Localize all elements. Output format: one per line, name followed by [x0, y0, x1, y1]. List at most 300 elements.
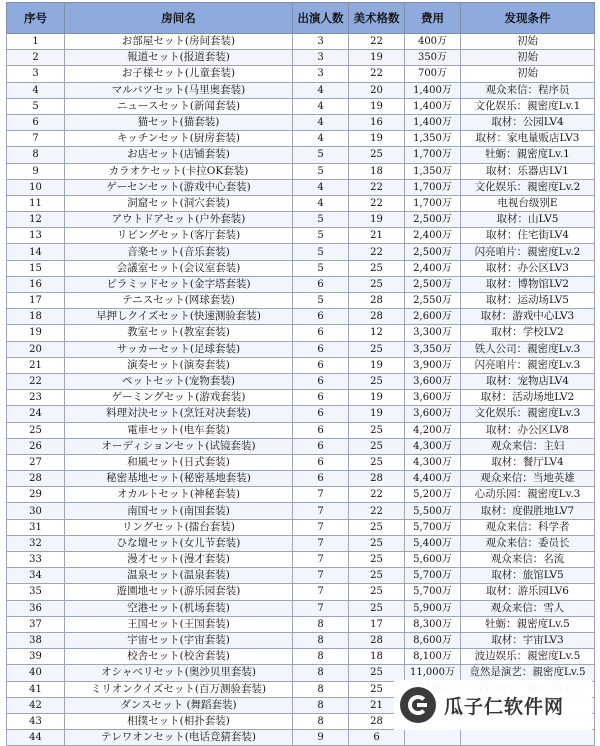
cell-unlock-condition: 取材：旅馆LV5 [461, 568, 595, 584]
cell-index: 38 [7, 632, 65, 648]
cell-cost: 350万 [405, 50, 461, 66]
table-row [7, 632, 595, 648]
cell-cost: 2,500万 [405, 276, 461, 292]
cell-cast-count: 3 [293, 66, 349, 82]
cell-cast-count: 5 [293, 163, 349, 179]
cell-unlock-condition: 电视台级别E [461, 195, 595, 211]
cell-cost: 5,700万 [405, 584, 461, 600]
cell-cost: 5,200万 [405, 487, 461, 503]
table-row [7, 584, 595, 600]
cell-cost: 4,300万 [405, 454, 461, 470]
cell-index: 14 [7, 244, 65, 260]
cell-room-name: お店セット(店铺套装) [65, 147, 293, 163]
table-row [7, 487, 595, 503]
cell-unlock-condition: 取材：住宅街LV4 [461, 228, 595, 244]
cell-unlock-condition: 初始 [461, 66, 595, 82]
cell-cost: 2,550万 [405, 293, 461, 309]
cell-cost: 5,400万 [405, 535, 461, 551]
cell-room-name: テレワオンセット(电话竞猜套装) [65, 730, 293, 746]
cell-room-name: 教室セット(教室套装) [65, 325, 293, 341]
table-row [7, 616, 595, 632]
table-row [7, 179, 595, 195]
table-row [7, 390, 595, 406]
cell-unlock-condition: 取材：宠物店LV4 [461, 373, 595, 389]
cell-index: 21 [7, 357, 65, 373]
cell-art-slots: 22 [349, 503, 405, 519]
watermark [394, 680, 592, 730]
cell-cast-count: 6 [293, 438, 349, 454]
cell-index: 33 [7, 552, 65, 568]
cell-room-name: マルバツセット(马里奥套装) [65, 82, 293, 98]
cell-room-name: オシャベリセット(奥沙贝里套装) [65, 665, 293, 681]
cell-art-slots: 25 [349, 260, 405, 276]
cell-cast-count: 6 [293, 406, 349, 422]
cell-room-name: 秘密基地セット(秘密基地套装) [65, 471, 293, 487]
cell-room-name: 料理対決セット(烹饪对决套装) [65, 406, 293, 422]
cell-cost: 1,350万 [405, 131, 461, 147]
cell-cast-count: 6 [293, 373, 349, 389]
cell-art-slots: 19 [349, 98, 405, 114]
table-row [7, 357, 595, 373]
cell-index: 34 [7, 568, 65, 584]
cell-index: 8 [7, 147, 65, 163]
table-row [7, 114, 595, 130]
cell-cost: 3,300万 [405, 325, 461, 341]
table-row [7, 730, 595, 746]
table-row [7, 260, 595, 276]
table-row [7, 454, 595, 470]
cell-cast-count: 6 [293, 454, 349, 470]
cell-art-slots: 25 [349, 600, 405, 616]
table-row [7, 293, 595, 309]
cell-room-name: 校舎セット(校舍套装) [65, 649, 293, 665]
cell-room-name: ゲーセンセット(游戏中心套装) [65, 179, 293, 195]
cell-room-name: ゲーミングセット(游戏套装) [65, 390, 293, 406]
cell-cost: 1,400万 [405, 82, 461, 98]
table-row [7, 600, 595, 616]
cell-cost: 1,700万 [405, 195, 461, 211]
cell-index: 2 [7, 50, 65, 66]
cell-art-slots: 22 [349, 179, 405, 195]
cell-index: 24 [7, 406, 65, 422]
table-row [7, 131, 595, 147]
cell-unlock-condition: 取材：运动场LV5 [461, 293, 595, 309]
cell-unlock-condition: 波边娱乐：親密度Lv.5 [461, 649, 595, 665]
cell-room-name: 温泉セット(温泉套装) [65, 568, 293, 584]
cell-art-slots: 25 [349, 681, 405, 697]
cell-cost: 8,100万 [405, 649, 461, 665]
cell-cost: 3,600万 [405, 373, 461, 389]
cell-cast-count: 8 [293, 616, 349, 632]
cell-index: 44 [7, 730, 65, 746]
cell-unlock-condition: 取材：家电量贩店LV3 [461, 131, 595, 147]
table-row [7, 309, 595, 325]
cell-index: 13 [7, 228, 65, 244]
cell-unlock-condition: 取材：学校LV2 [461, 325, 595, 341]
room-table [6, 2, 595, 746]
cell-art-slots: 25 [349, 665, 405, 681]
table-row [7, 649, 595, 665]
table-row [7, 552, 595, 568]
cell-art-slots: 25 [349, 438, 405, 454]
cell-index: 17 [7, 293, 65, 309]
cell-index: 3 [7, 66, 65, 82]
cell-cost: 11,000万 [405, 665, 461, 681]
cell-room-name: 漫才セット(漫才套装) [65, 552, 293, 568]
cell-room-name: リビングセット(客厅套装) [65, 228, 293, 244]
cell-index: 11 [7, 195, 65, 211]
cell-cast-count: 5 [293, 228, 349, 244]
cell-room-name: お部屋セット(房间套装) [65, 34, 293, 50]
table-row [7, 66, 595, 82]
cell-index: 15 [7, 260, 65, 276]
cell-art-slots: 28 [349, 632, 405, 648]
cell-cost: 5,700万 [405, 568, 461, 584]
cell-cost: 8,600万 [405, 632, 461, 648]
cell-unlock-condition: 取材：游戏中心LV3 [461, 309, 595, 325]
cell-room-name: 宇宙セット(宇宙套装) [65, 632, 293, 648]
cell-unlock-condition: 文化娱乐：親密度Lv.2 [461, 179, 595, 195]
cell-cost: 700万 [405, 66, 461, 82]
cell-unlock-condition: 观众来信：委员长 [461, 535, 595, 551]
table-row [7, 98, 595, 114]
cell-index: 22 [7, 373, 65, 389]
cell-art-slots: 25 [349, 422, 405, 438]
cell-unlock-condition: 观众来信：科学者 [461, 519, 595, 535]
cell-index: 29 [7, 487, 65, 503]
room-table-container [6, 2, 594, 746]
cell-unlock-condition: 观众来信：当地英雄 [461, 471, 595, 487]
cell-unlock-condition: 取材：办公区LV8 [461, 422, 595, 438]
cell-cast-count: 9 [293, 730, 349, 746]
cell-cast-count: 4 [293, 98, 349, 114]
cell-index: 43 [7, 713, 65, 729]
header-art-slots: 美术格数 [349, 3, 405, 34]
cell-cost: 2,500万 [405, 212, 461, 228]
cell-room-name: 猫セット(猫套装) [65, 114, 293, 130]
cell-cost: 1,700万 [405, 147, 461, 163]
cell-cast-count: 7 [293, 487, 349, 503]
cell-art-slots: 25 [349, 373, 405, 389]
header-cast-count: 出演人数 [293, 3, 349, 34]
cell-art-slots: 25 [349, 454, 405, 470]
cell-index: 28 [7, 471, 65, 487]
table-header-row [7, 3, 595, 34]
cell-cost: 4,400万 [405, 471, 461, 487]
cell-cast-count: 4 [293, 179, 349, 195]
cell-art-slots: 22 [349, 34, 405, 50]
cell-art-slots: 21 [349, 697, 405, 713]
cell-room-name: 和風セット(日式套装) [65, 454, 293, 470]
cell-cast-count: 6 [293, 341, 349, 357]
cell-cast-count: 5 [293, 260, 349, 276]
cell-room-name: ニュースセット(新闻套装) [65, 98, 293, 114]
cell-unlock-condition: 取材：山LV5 [461, 212, 595, 228]
cell-unlock-condition: 取材：游乐园LV6 [461, 584, 595, 600]
cell-index: 32 [7, 535, 65, 551]
cell-cast-count: 7 [293, 519, 349, 535]
cell-index: 31 [7, 519, 65, 535]
cell-room-name: ピラミッドセット(金字塔套装) [65, 276, 293, 292]
cell-room-name: オカルトセット(神秘套装) [65, 487, 293, 503]
table-body [7, 34, 595, 746]
cell-unlock-condition: 取材：度假胜地LV7 [461, 503, 595, 519]
cell-art-slots: 25 [349, 147, 405, 163]
header-index: 序号 [7, 3, 65, 34]
cell-index: 39 [7, 649, 65, 665]
table-row [7, 244, 595, 260]
cell-art-slots: 6 [349, 730, 405, 746]
cell-unlock-condition: 文化娱乐：親密度Lv.1 [461, 98, 595, 114]
cell-art-slots: 22 [349, 487, 405, 503]
cell-cost: 4,300万 [405, 438, 461, 454]
cell-unlock-condition: 取材：活动场地LV2 [461, 390, 595, 406]
cell-room-name: 空港セット(机场套装) [65, 600, 293, 616]
cell-cost: 5,600万 [405, 552, 461, 568]
cell-cast-count: 7 [293, 568, 349, 584]
cell-unlock-condition: 观众来信：程序员 [461, 82, 595, 98]
table-row [7, 568, 595, 584]
cell-cast-count: 8 [293, 713, 349, 729]
table-row [7, 406, 595, 422]
cell-room-name: カラオケセット(卡拉OK套装) [65, 163, 293, 179]
cell-room-name: サッカーセット(足球套装) [65, 341, 293, 357]
cell-art-slots: 19 [349, 50, 405, 66]
cell-art-slots: 22 [349, 195, 405, 211]
cell-room-name: テニスセット(网球套装) [65, 293, 293, 309]
cell-cost: 8,300万 [405, 616, 461, 632]
header-unlock-condition: 发现条件 [461, 3, 595, 34]
cell-cast-count: 4 [293, 131, 349, 147]
cell-index: 27 [7, 454, 65, 470]
cell-cast-count: 8 [293, 632, 349, 648]
cell-cast-count: 6 [293, 422, 349, 438]
cell-cast-count: 6 [293, 390, 349, 406]
cell-cast-count: 8 [293, 697, 349, 713]
cell-cast-count: 7 [293, 535, 349, 551]
cell-room-name: ペットセット(宠物套装) [65, 373, 293, 389]
cell-unlock-condition: 初始 [461, 34, 595, 50]
cell-index: 26 [7, 438, 65, 454]
cell-cost [405, 730, 461, 746]
cell-room-name: 王国セット(王国套装) [65, 616, 293, 632]
cell-cast-count: 6 [293, 357, 349, 373]
cell-index: 30 [7, 503, 65, 519]
cell-cast-count: 7 [293, 503, 349, 519]
cell-unlock-condition: 观众来信：主妇 [461, 438, 595, 454]
cell-art-slots: 19 [349, 357, 405, 373]
cell-cast-count: 6 [293, 276, 349, 292]
cell-room-name: 遊園地セット(游乐园套装) [65, 584, 293, 600]
cell-cost: 400万 [405, 34, 461, 50]
cell-art-slots: 18 [349, 649, 405, 665]
cell-cost: 2,400万 [405, 228, 461, 244]
cell-art-slots: 25 [349, 535, 405, 551]
header-cost: 费用 [405, 3, 461, 34]
cell-cast-count: 6 [293, 471, 349, 487]
cell-index: 23 [7, 390, 65, 406]
cell-cast-count: 5 [293, 212, 349, 228]
cell-cast-count: 8 [293, 681, 349, 697]
cell-cast-count: 7 [293, 600, 349, 616]
cell-art-slots: 19 [349, 406, 405, 422]
cell-index: 12 [7, 212, 65, 228]
cell-art-slots: 22 [349, 66, 405, 82]
cell-cost: 3,600万 [405, 390, 461, 406]
cell-unlock-condition: 观众来信：名流 [461, 552, 595, 568]
table-row [7, 422, 595, 438]
cell-index: 36 [7, 600, 65, 616]
cell-unlock-condition: 取材：宇宙LV3 [461, 632, 595, 648]
watermark-text: 瓜子仁软件网 [444, 695, 565, 718]
cell-index: 37 [7, 616, 65, 632]
cell-art-slots: 21 [349, 228, 405, 244]
table-row [7, 535, 595, 551]
table-row [7, 325, 595, 341]
table-row [7, 147, 595, 163]
cell-cost: 5,900万 [405, 600, 461, 616]
cell-art-slots: 17 [349, 616, 405, 632]
cell-room-name: 早押しクイズセット(快速测验套装) [65, 309, 293, 325]
cell-index: 35 [7, 584, 65, 600]
cell-room-name: 会議室セット(会议室套装) [65, 260, 293, 276]
cell-art-slots: 20 [349, 82, 405, 98]
cell-room-name: オーディションセット(试镜套装) [65, 438, 293, 454]
g-logo-icon [400, 687, 436, 723]
cell-unlock-condition: 竟然是演艺：親密度Lv.5 [461, 665, 595, 681]
cell-index: 6 [7, 114, 65, 130]
cell-cost: 1,350万 [405, 163, 461, 179]
cell-art-slots: 19 [349, 212, 405, 228]
cell-room-name: ひな壇セット(女儿节套装) [65, 535, 293, 551]
cell-cast-count: 8 [293, 665, 349, 681]
table-row [7, 82, 595, 98]
table-row [7, 519, 595, 535]
cell-cast-count: 6 [293, 309, 349, 325]
cell-cost: 3,600万 [405, 406, 461, 422]
cell-cast-count: 5 [293, 147, 349, 163]
cell-cost: 2,600万 [405, 309, 461, 325]
cell-cost: 2,400万 [405, 260, 461, 276]
cell-unlock-condition: 心动乐园：親密度Lv.3 [461, 487, 595, 503]
cell-index: 4 [7, 82, 65, 98]
cell-room-name: キッチンセット(厨房套装) [65, 131, 293, 147]
cell-cost: 3,350万 [405, 341, 461, 357]
cell-cast-count: 3 [293, 50, 349, 66]
table-row [7, 50, 595, 66]
table-row [7, 212, 595, 228]
cell-room-name: お子様セット(儿童套装) [65, 66, 293, 82]
cell-art-slots: 19 [349, 131, 405, 147]
cell-room-name: リングセット(擂台套装) [65, 519, 293, 535]
cell-room-name: 洞窟セット(洞穴套装) [65, 195, 293, 211]
cell-room-name: 演奏セット(演奏套装) [65, 357, 293, 373]
cell-cast-count: 4 [293, 195, 349, 211]
table-row [7, 228, 595, 244]
cell-room-name: ダンスセット (舞蹈套装) [65, 697, 293, 713]
table-row [7, 503, 595, 519]
cell-unlock-condition: 闪亮咱片：親密度Lv.3 [461, 357, 595, 373]
table-row [7, 276, 595, 292]
cell-art-slots: 25 [349, 341, 405, 357]
cell-unlock-condition: 取材：办公区LV3 [461, 260, 595, 276]
cell-cost: 4,200万 [405, 422, 461, 438]
cell-room-name: 報道セット(报道套装) [65, 50, 293, 66]
cell-index: 7 [7, 131, 65, 147]
table-row [7, 163, 595, 179]
cell-unlock-condition: 观众来信：雪人 [461, 600, 595, 616]
cell-art-slots: 22 [349, 244, 405, 260]
cell-index: 16 [7, 276, 65, 292]
cell-art-slots: 12 [349, 325, 405, 341]
cell-art-slots: 16 [349, 114, 405, 130]
cell-room-name: ミリオンクイズセット(百万测验套装) [65, 681, 293, 697]
cell-unlock-condition: 取材：乐器店LV1 [461, 163, 595, 179]
cell-unlock-condition: 牡蛎：親密度Lv.1 [461, 147, 595, 163]
cell-index: 1 [7, 34, 65, 50]
cell-cast-count: 4 [293, 82, 349, 98]
cell-room-name: 相撲セット(相扑套装) [65, 713, 293, 729]
cell-unlock-condition: 铁人公司：親密度Lv.3 [461, 341, 595, 357]
cell-index: 9 [7, 163, 65, 179]
table-row [7, 341, 595, 357]
cell-art-slots: 28 [349, 713, 405, 729]
cell-art-slots: 25 [349, 519, 405, 535]
cell-index: 18 [7, 309, 65, 325]
cell-art-slots: 25 [349, 568, 405, 584]
cell-art-slots: 25 [349, 552, 405, 568]
cell-room-name: アウトドアセット(户外套装) [65, 212, 293, 228]
cell-cast-count: 4 [293, 114, 349, 130]
cell-art-slots: 28 [349, 293, 405, 309]
table-row [7, 373, 595, 389]
cell-cost: 5,700万 [405, 519, 461, 535]
cell-art-slots: 28 [349, 471, 405, 487]
cell-index: 41 [7, 681, 65, 697]
cell-unlock-condition: 闪亮咱片：親密度Lv.2 [461, 244, 595, 260]
cell-cost: 5,500万 [405, 503, 461, 519]
cell-cast-count: 5 [293, 293, 349, 309]
cell-room-name: 南国セット(南国套装) [65, 503, 293, 519]
cell-unlock-condition: 初始 [461, 50, 595, 66]
cell-unlock-condition: 文化娱乐：親密度Lv.3 [461, 406, 595, 422]
cell-art-slots: 19 [349, 390, 405, 406]
cell-cost: 3,900万 [405, 357, 461, 373]
cell-room-name: 音楽セット(音乐套装) [65, 244, 293, 260]
cell-unlock-condition: 取材：餐厅LV4 [461, 454, 595, 470]
cell-art-slots: 25 [349, 276, 405, 292]
cell-art-slots: 18 [349, 163, 405, 179]
cell-index: 19 [7, 325, 65, 341]
cell-unlock-condition [461, 730, 595, 746]
cell-room-name: 電車セット(电车套装) [65, 422, 293, 438]
header-room-name: 房间名 [65, 3, 293, 34]
table-row [7, 195, 595, 211]
cell-cast-count: 7 [293, 552, 349, 568]
cell-index: 25 [7, 422, 65, 438]
table-row [7, 438, 595, 454]
cell-cast-count: 5 [293, 244, 349, 260]
cell-index: 42 [7, 697, 65, 713]
cell-cost: 1,400万 [405, 114, 461, 130]
cell-cast-count: 6 [293, 325, 349, 341]
cell-index: 40 [7, 665, 65, 681]
cell-cost: 2,500万 [405, 244, 461, 260]
table-row [7, 34, 595, 50]
cell-index: 20 [7, 341, 65, 357]
cell-cost: 1,400万 [405, 98, 461, 114]
cell-cost: 1,700万 [405, 179, 461, 195]
